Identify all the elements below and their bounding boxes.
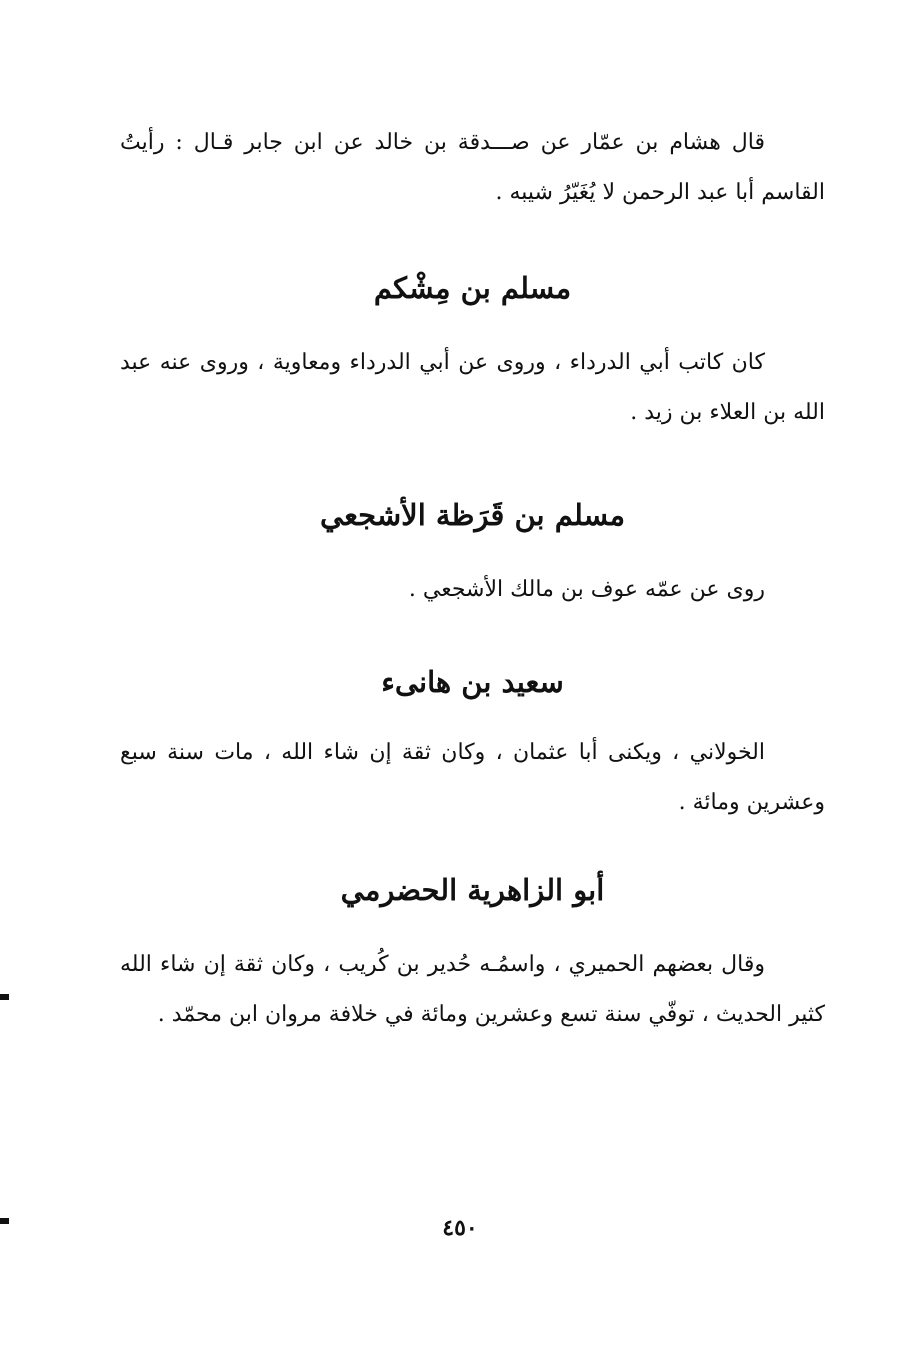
paragraph-muslim-ibn-qaraza [120, 565, 825, 615]
paragraph-text: روى عن عمّه عوف بن مالك الأشجعي . [408, 577, 765, 602]
paragraph-text: وقال بعضهم الحميري ، واسمُـه حُدير بن كُريب ، وكان ثقة إن شاء الله كثير الحديث ، توفّي سنة تسع وعشرين ومائة في خلافة مروان ابن محمّد . [120, 952, 825, 1027]
paragraph-text: قال هشام بن عمّار عن صـــدقة بن خالد عن ابن جابر قـال : رأيتُ القاسم أبا عبد الرحمن لا يُغَيّرُ شيبه . [120, 130, 825, 205]
paragraph-text: الخولاني ، ويكنى أبا عثمان ، وكان ثقة إن شاء الله ، مات سنة سبع وعشرين ومائة . [120, 740, 825, 815]
heading-muslim-ibn-qaraza: مسلم بن قَرَظة الأشجعي [319, 498, 625, 532]
heading-muslim-ibn-mishkam: مسلم بن مِشْكم [373, 271, 572, 305]
paragraph-text: كان كاتب أبي الدرداء ، وروى عن أبي الدرداء ومعاوية ، وروى عنه عبد الله بن العلاء بن زيد . [120, 350, 825, 425]
paragraph-said-ibn-hani [120, 728, 825, 828]
paragraph-qasim [120, 118, 825, 218]
heading-said-ibn-hani: سعيد بن هانىء [381, 665, 564, 699]
page-number: ٤٥٠ [442, 1215, 478, 1241]
paragraph-muslim-ibn-mishkam [120, 338, 825, 438]
scan-edge-mark [0, 994, 9, 1000]
paragraph-abu-al-zahiriya [120, 940, 825, 1040]
scan-edge-mark [0, 1218, 9, 1224]
heading-abu-al-zahiriya: أبو الزاهرية الحضرمي [340, 873, 605, 907]
